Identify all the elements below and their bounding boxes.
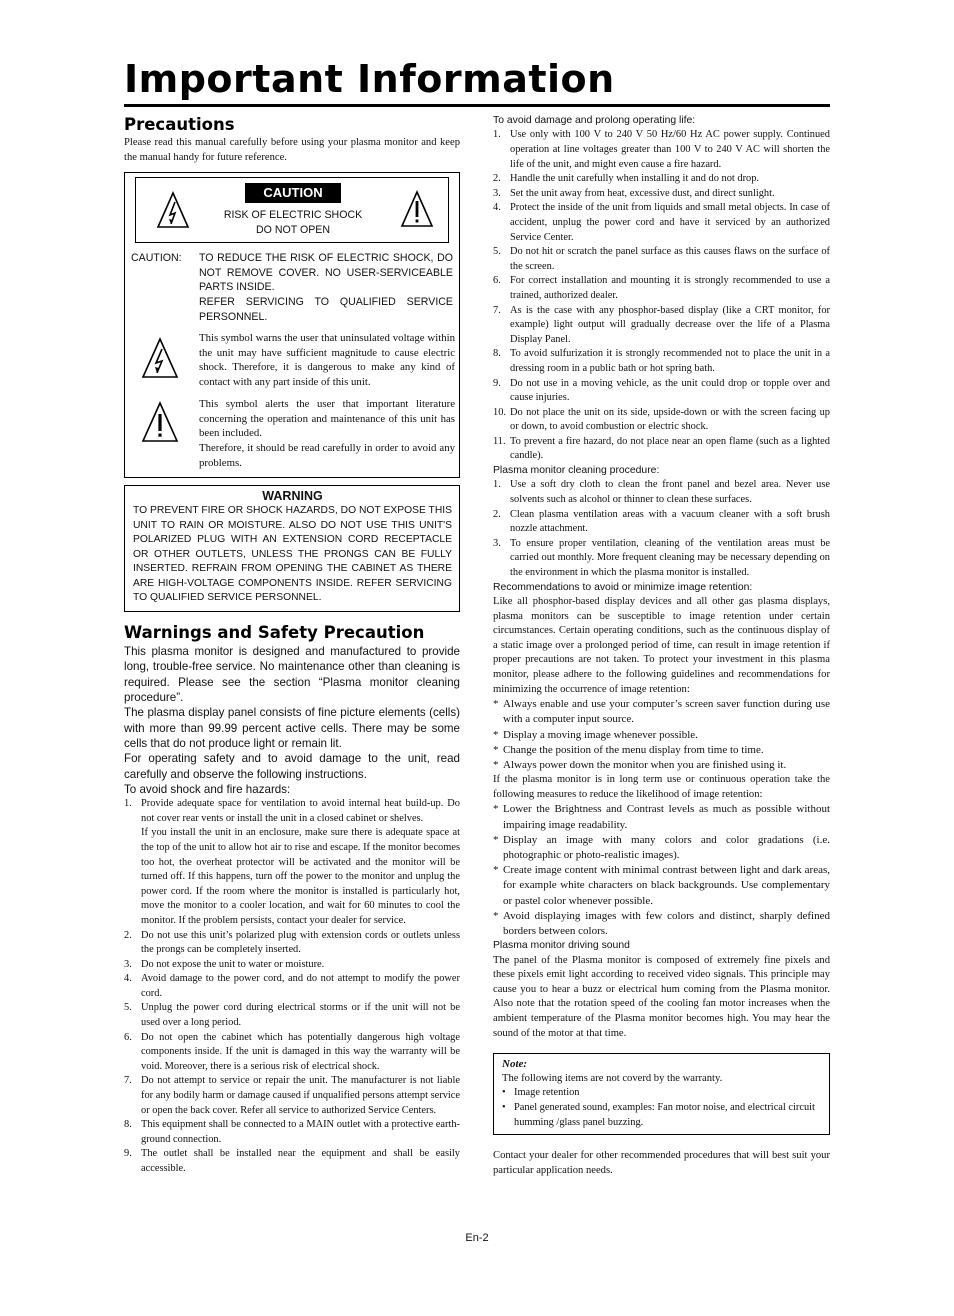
- list-item: [493, 508, 830, 537]
- item-text: Always power down the monitor when you are finished using it.: [503, 759, 787, 771]
- precautions-intro: Please read this manual carefully before using your plasma monitor and keep the manual handy for future reference.: [124, 137, 460, 163]
- item-text: If you install the unit in an enclosure, make sure there is adequate space at the top of the unit to allow hot air to rise and escape. If the monitor becomes too hot, the overheat protector will be activated and the monitor will be turned off. If this happens, turn off the power to the monitor and unplug the power cord. If the room where the monitor is installed is particularly hot, move the monitor to a cooler location, and wait for 60 minutes to cool the monitor. If the problem persists, contact your dealer for service.: [141, 827, 460, 926]
- item-text: Unplug the power cord during electrical storms or if the unit will not be used over a long period.: [141, 1002, 460, 1029]
- item-text: Lower the Brightness and Contrast levels as much as possible without impairing image readability.: [503, 803, 830, 831]
- item-text: Do not open the cabinet which has potentially dangerous high voltage components inside. If the unit is damaged in this way the warranty will be void. Moreover, there is a serious risk of electrical shock.: [141, 1031, 460, 1072]
- electric-shock-warning-icon: [156, 191, 190, 229]
- asterisk-icon: *: [493, 743, 499, 756]
- list-item: [502, 1101, 821, 1130]
- item-number: 9.: [124, 1148, 132, 1160]
- cleaning-heading: Plasma monitor cleaning procedure:: [493, 465, 660, 477]
- item-number: 7.: [124, 1075, 132, 1087]
- asterisk-icon: *: [493, 909, 499, 922]
- item-text: Always enable and use your computer’s screen saver function during use with a computer input source.: [503, 698, 830, 726]
- warning-box: [124, 485, 460, 612]
- page-number: En-2: [465, 1232, 489, 1244]
- list-item: [493, 478, 830, 507]
- sound-text: The panel of the Plasma monitor is composed of extremely fine pixels and these pixels emit light according to received video signals. This principle may cause you to hear a buzz or electrical hum coming from the Plasma monitor. Also note that the rotation speed of the cooling fan motor increases when the ambient temperature of the Plasma monitor becomes high. You may hear the sound of the motor at that time.: [493, 954, 830, 1039]
- item-number: 3.: [493, 187, 501, 199]
- item-text: Handle the unit carefully when installing it and do not drop.: [510, 173, 760, 185]
- list-item: [493, 537, 830, 581]
- item-text: Protect the inside of the unit from liquids and small metal objects. In case of accident, unplug the power cord and have it serviced by an authorized Service Center.: [510, 202, 830, 243]
- item-text: Avoid displaying images with few colors and distinct, sharply defined borders between colors.: [503, 909, 830, 938]
- list-item: [124, 826, 460, 928]
- item-text: Change the position of the menu display from time to time.: [503, 743, 764, 756]
- symbol-2-text-1: This symbol alerts the user that important literature concerning the operation and maintenance of this unit has been included.: [199, 398, 455, 440]
- asterisk-icon: *: [493, 864, 499, 877]
- item-number: 4.: [124, 973, 132, 985]
- title-rule: [124, 104, 830, 107]
- list-item: [124, 1074, 460, 1118]
- warning-text: TO PREVENT FIRE OR SHOCK HAZARDS, DO NOT EXPOSE THIS UNIT TO RAIN OR MOISTURE. ALSO DO NOT USE THIS UNIT'S POLARIZED PLUG WITH AN EXTENSION CORD RECEPTACLE OR OTHER OUTLETS, UNLESS THE PRONGS CAN BE FULLY INSERTED. REFRAIN FROM OPENING THE CABINET AS THERE ARE HIGH-VOLTAGE COMPONENTS INSIDE. REFER SERVICING TO QUALIFIED SERVICE PERSONNEL.: [133, 505, 452, 604]
- symbol-2-text: [199, 397, 455, 470]
- sound-heading: Plasma monitor driving sound: [493, 940, 630, 952]
- item-number: 11.: [493, 435, 506, 447]
- damage-list: [493, 128, 830, 464]
- asterisk-icon: *: [493, 728, 499, 741]
- caution-text-2: REFER SERVICING TO QUALIFIED SERVICE PERSONNEL.: [199, 295, 453, 323]
- caution-prefix: CAUTION:: [131, 252, 182, 265]
- damage-heading: To avoid damage and prolong operating life:: [493, 115, 696, 126]
- item-text: The outlet shall be installed near the equipment and shall be easily accessible.: [141, 1148, 460, 1174]
- list-item: [124, 958, 460, 973]
- list-item: [493, 347, 830, 376]
- item-text: Clean plasma ventilation areas with a vacuum cleaner with a soft brush nozzle attachment.: [510, 508, 830, 535]
- retention-intro: Like all phosphor-based display devices and all other gas plasma displays, plasma monitors can be susceptible to image retention under certain circumstances. Certain operating conditions, such as the continuous display of a static image over a prolonged period of time, can result in image retention if proper precautions are not taken. To protect your investment in this plasma monitor, please adhere to the following guidelines and recommendations for minimizing the occurrence of image retention:: [493, 596, 830, 695]
- item-text: This equipment shall be connected to a MAIN outlet with a protective earth-ground connection.: [141, 1119, 460, 1145]
- warnings-paragraph-3: For operating safety and to avoid damage to the unit, read carefully and observe the following instructions.: [124, 752, 460, 781]
- warnings-heading: Warnings and Safety Precaution: [124, 623, 425, 643]
- list-item: [493, 245, 830, 274]
- list-item: [124, 1001, 460, 1030]
- list-item: [124, 1031, 460, 1075]
- list-item: [493, 909, 830, 939]
- item-number: 2.: [493, 508, 501, 520]
- warnings-paragraph-2: The plasma display panel consists of fine picture elements (cells) with more than 99.99 percent active cells. There may be some cells that do not produce light or remain lit.: [124, 706, 460, 750]
- electric-shock-symbol-icon: [141, 337, 179, 379]
- item-number: 6.: [493, 275, 501, 287]
- item-number: 5.: [124, 1002, 132, 1014]
- caution-box: [124, 172, 460, 478]
- list-item: [493, 274, 830, 303]
- item-number: 8.: [493, 348, 501, 360]
- symbol-1-text: This symbol warns the user that uninsulated voltage within the unit may have sufficient magnitude to cause electric shock. Therefore, it is dangerous to make any kind of contact with any part inside of this unit.: [199, 332, 455, 388]
- warnings-paragraph-1: This plasma monitor is designed and manufactured to provide long, trouble-free service. No maintenance other than cleaning is required. Please see the section “Plasma monitor cleaning procedure”.: [124, 645, 460, 705]
- list-item: [124, 929, 460, 958]
- list-item: [493, 187, 830, 202]
- item-text: Panel generated sound, examples: Fan motor noise, and electrical circuit humming /glass panel buzzing.: [514, 1101, 815, 1128]
- asterisk-icon: *: [493, 759, 499, 771]
- item-text: Do not use this unit’s polarized plug with extension cords or outlets unless the prongs can be completely inserted.: [141, 929, 460, 956]
- list-item: [493, 406, 830, 435]
- item-number: 3.: [124, 958, 132, 970]
- risk-line-1: RISK OF ELECTRIC SHOCK: [223, 209, 363, 222]
- caution-text: [199, 251, 453, 324]
- item-text: To prevent a fire hazard, do not place near an open flame (such as a lighted candle).: [510, 435, 830, 462]
- retention-heading: Recommendations to avoid or minimize image retention:: [493, 581, 753, 593]
- bullet-icon: •: [502, 1087, 506, 1099]
- item-text: Create image content with minimal contrast between light and dark areas, for example white characters on black backgrounds. Use complementary or pastel color whenever possible.: [503, 864, 830, 907]
- list-item: [493, 172, 830, 187]
- longterm-intro: If the plasma monitor is in long term use or continuous operation take the following measures to reduce the likelihood of image retention:: [493, 774, 830, 800]
- list-item: [493, 802, 830, 832]
- item-number: 8.: [124, 1119, 132, 1131]
- item-number: 9.: [493, 377, 501, 389]
- list-item: [493, 743, 830, 758]
- asterisk-icon: *: [493, 803, 499, 816]
- list-item: [124, 1118, 460, 1147]
- list-item: [124, 972, 460, 1001]
- list-item: [493, 833, 830, 863]
- note-list: [502, 1086, 821, 1130]
- caution-text-1: TO REDUCE THE RISK OF ELECTRIC SHOCK, DO NOT REMOVE COVER. NO USER-SERVICEABLE PARTS INSIDE.: [199, 252, 453, 294]
- item-text: As is the case with any phosphor-based display (like a CRT monitor, for example) light output will gradually decrease over the life of a Plasma Display Panel.: [510, 304, 830, 345]
- item-number: 6.: [124, 1031, 132, 1043]
- item-text: Do not place the unit on its side, upside-down or with the screen facing up or down, to avoid combustion or electric shock.: [510, 406, 830, 433]
- shock-hazards-list: [124, 797, 460, 1176]
- cleaning-list: [493, 478, 830, 580]
- bullet-icon: •: [502, 1101, 506, 1113]
- list-item: [493, 304, 830, 348]
- item-number: 7.: [493, 304, 501, 316]
- exclamation-warning-icon: [400, 190, 434, 228]
- longterm-list: [493, 802, 830, 939]
- list-item: [493, 758, 830, 773]
- item-text: Do not use in a moving vehicle, as the unit could drop or topple over and cause injuries.: [510, 377, 830, 404]
- item-text: Do not expose the unit to water or moisture.: [141, 958, 325, 970]
- item-number: 5.: [493, 246, 501, 258]
- item-text: Avoid damage to the power cord, and do not attempt to modify the power cord.: [141, 973, 460, 999]
- item-text: Use a soft dry cloth to clean the front panel and bezel area. Never use solvents such as alcohol or thinner to clean these surfaces.: [510, 479, 830, 506]
- item-number: 1.: [493, 129, 501, 141]
- risk-text: [196, 208, 390, 237]
- warning-title: WARNING: [262, 489, 323, 504]
- asterisk-icon: *: [493, 698, 499, 711]
- item-text: Display an image with many colors and color gradations (i.e. photographic or photo-realistic images).: [503, 833, 830, 861]
- list-item: [502, 1086, 821, 1101]
- item-text: Do not hit or scratch the panel surface as this causes flaws on the surface of the screen.: [510, 246, 830, 272]
- retention-list: [493, 697, 830, 773]
- item-text: For correct installation and mounting it is strongly recommended to use a trained, authorized dealer.: [510, 275, 830, 301]
- list-item: [493, 377, 830, 406]
- asterisk-icon: *: [493, 833, 499, 846]
- list-item: [493, 697, 830, 727]
- item-number: 4.: [493, 202, 501, 214]
- item-text: Provide adequate space for ventilation to avoid internal heat build-up. Do not cover rear vents or install the unit in a closed cabinet or shelves.: [141, 798, 460, 824]
- item-number: 1.: [124, 798, 132, 810]
- caution-label: CAUTION: [245, 183, 341, 203]
- item-number: 10.: [493, 406, 506, 418]
- item-text: Do not attempt to service or repair the unit. The manufacturer is not liable for any bodily harm or damage caused if unqualified persons attempt service or open the back cover. Refer all service to authorized Service Centers.: [141, 1075, 460, 1116]
- item-text: To ensure proper ventilation, cleaning of the ventilation areas must be carried out monthly. More frequent cleaning may be necessary depending on the environment in which the plasma monitor is installed.: [510, 537, 830, 579]
- note-title: Note:: [502, 1058, 528, 1071]
- left-column: [124, 114, 460, 1177]
- list-item: [493, 435, 830, 464]
- symbol-2-text-2: Therefore, it should be read carefully in order to avoid any problems.: [199, 441, 455, 469]
- item-number: 3.: [493, 537, 501, 549]
- item-text: Image retention: [514, 1087, 580, 1099]
- page-title: Important Information: [124, 57, 615, 101]
- item-number: 2.: [124, 929, 132, 941]
- list-item: [493, 128, 830, 172]
- item-text: Use only with 100 V to 240 V 50 Hz/60 Hz AC power supply. Continued operation at line voltages greater than 100 V to 240 V AC will shorten the life of the unit, and might even cause a fire hazard.: [510, 129, 830, 170]
- item-text: Set the unit away from heat, excessive dust, and direct sunlight.: [510, 187, 775, 199]
- caution-label-frame: [135, 177, 449, 243]
- list-item: [493, 863, 830, 909]
- item-text: Display a moving image whenever possible.: [503, 728, 698, 741]
- list-item: [493, 728, 830, 743]
- shock-hazards-heading: To avoid shock and fire hazards:: [124, 782, 291, 796]
- contact-text: Contact your dealer for other recommended procedures that will best suit your particular application needs.: [493, 1150, 830, 1176]
- precautions-heading: Precautions: [124, 115, 235, 134]
- list-item: [124, 797, 460, 826]
- list-item: [124, 1147, 460, 1176]
- item-number: 1.: [493, 479, 501, 491]
- item-number: 2.: [493, 173, 501, 185]
- note-intro: The following items are not coverd by the warranty.: [502, 1072, 723, 1084]
- item-text: To avoid sulfurization it is strongly recommended not to place the unit in a dressing room in a public bath or hot spring bath.: [510, 348, 830, 374]
- list-item: [493, 201, 830, 245]
- exclamation-symbol-icon: [141, 401, 179, 443]
- risk-line-2: DO NOT OPEN: [256, 223, 330, 236]
- note-box: [493, 1053, 830, 1135]
- right-column: [493, 114, 830, 1178]
